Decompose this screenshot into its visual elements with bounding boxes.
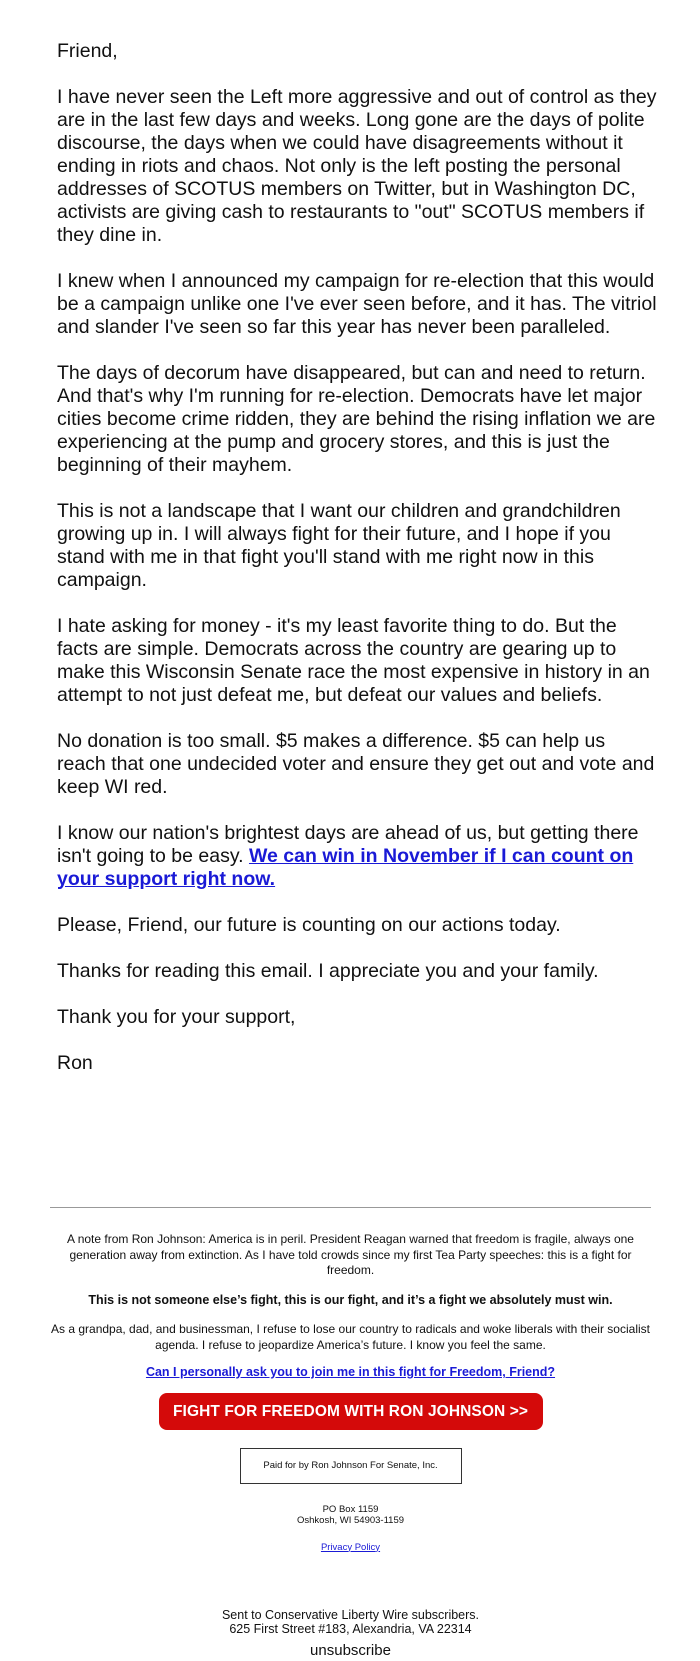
paragraph-6: No donation is too small. $5 makes a difference. $5 can help us reach that one undecided voter and ensure they get out and vote and keep WI red. <box>57 730 655 798</box>
sender-address: 625 First Street #183, Alexandria, VA 22314 <box>229 1622 472 1636</box>
paragraph-2: I knew when I announced my campaign for re-election that this would be a campaign unlike one I've ever seen before, and it has. The vitriol and slander I've seen so far this year has never been paralleled. <box>57 270 657 338</box>
paid-for-wrapper <box>48 1430 653 1484</box>
paragraph-1: I have never seen the Left more aggressive and out of control as they are in the last few days and weeks. Long gone are the days of polite discourse, the days when we could have disagreements without it ending in riots and chaos. Not only is the left posting the personal addresses of SCOTUS members on Twitter, but in Washington DC, activists are giving cash to restaurants to "out" SCOTUS members if they dine in. <box>57 86 657 246</box>
footer-grandpa-text: As a grandpa, dad, and businessman, I refuse to lose our country to radicals and woke liberals with their socialist agenda. I refuse to jeopardize America’s future. I know you feel the same. <box>51 1322 650 1352</box>
privacy-policy-link[interactable]: Privacy Policy <box>320 1541 381 1553</box>
city-zip: Oshkosh, WI 54903-1159 <box>296 1514 405 1526</box>
mailing-address <box>48 1504 653 1526</box>
footer <box>48 1232 653 1555</box>
donate-inline-link[interactable]: We can win in November if I can count on your support right now. <box>57 845 634 890</box>
paragraph-4: This is not a landscape that I want our children and grandchildren growing up in. I will always fight for their future, and I hope if you stand with me in that fight you'll stand with me right now in this campaign. <box>57 500 621 591</box>
ask-join-link[interactable]: Can I personally ask you to join me in this fight for Freedom, Friend? <box>145 1365 556 1379</box>
paragraph-5: I hate asking for money - it's my least favorite thing to do. But the facts are simple. Democrats across the country are gearing up to make this Wisconsin Senate race the most expensive in history in an attempt to not just defeat me, but defeat our values and beliefs. <box>57 615 650 706</box>
paragraph-8: Please, Friend, our future is counting on our actions today. <box>57 914 561 936</box>
footer-bold-line: This is not someone else’s fight, this is our fight, and it’s a fight we absolutely must win. <box>88 1292 613 1307</box>
footer-note: A note from Ron Johnson: America is in peril. President Reagan warned that freedom is fragile, always one generation away from extinction. As I have told crowds since my first Tea Party speeches: this is a fight for freedom. <box>67 1232 634 1277</box>
fight-for-freedom-button[interactable]: FIGHT FOR FREEDOM WITH RON JOHNSON >> <box>159 1393 543 1431</box>
paragraph-9: Thanks for reading this email. I appreciate you and your family. <box>57 960 599 982</box>
signature: Ron <box>57 1052 93 1074</box>
cta-wrapper <box>48 1393 653 1431</box>
email-body <box>57 40 657 1098</box>
greeting: Friend, <box>57 40 118 62</box>
footer-divider <box>50 1207 651 1208</box>
subscription-info <box>50 1608 651 1658</box>
paid-for-box: Paid for by Ron Johnson For Senate, Inc. <box>240 1448 462 1484</box>
po-box: PO Box 1159 <box>322 1503 379 1515</box>
paragraph-7-text: I know our nation's brightest days are ahead of us, but getting there isn't going to be easy. <box>57 822 639 867</box>
sent-to-line: Sent to Conservative Liberty Wire subscribers. <box>221 1608 480 1622</box>
unsubscribe-link[interactable]: unsubscribe <box>310 1642 391 1659</box>
paragraph-7 <box>57 822 657 891</box>
closing: Thank you for your support, <box>57 1006 296 1028</box>
paragraph-3: The days of decorum have disappeared, but can and need to return. And that's why I'm running for re-election. Democrats have let major cities become crime ridden, they are behind the rising inflation we are experiencing at the pump and grocery stores, and this is just the beginning of their mayhem. <box>57 362 656 476</box>
